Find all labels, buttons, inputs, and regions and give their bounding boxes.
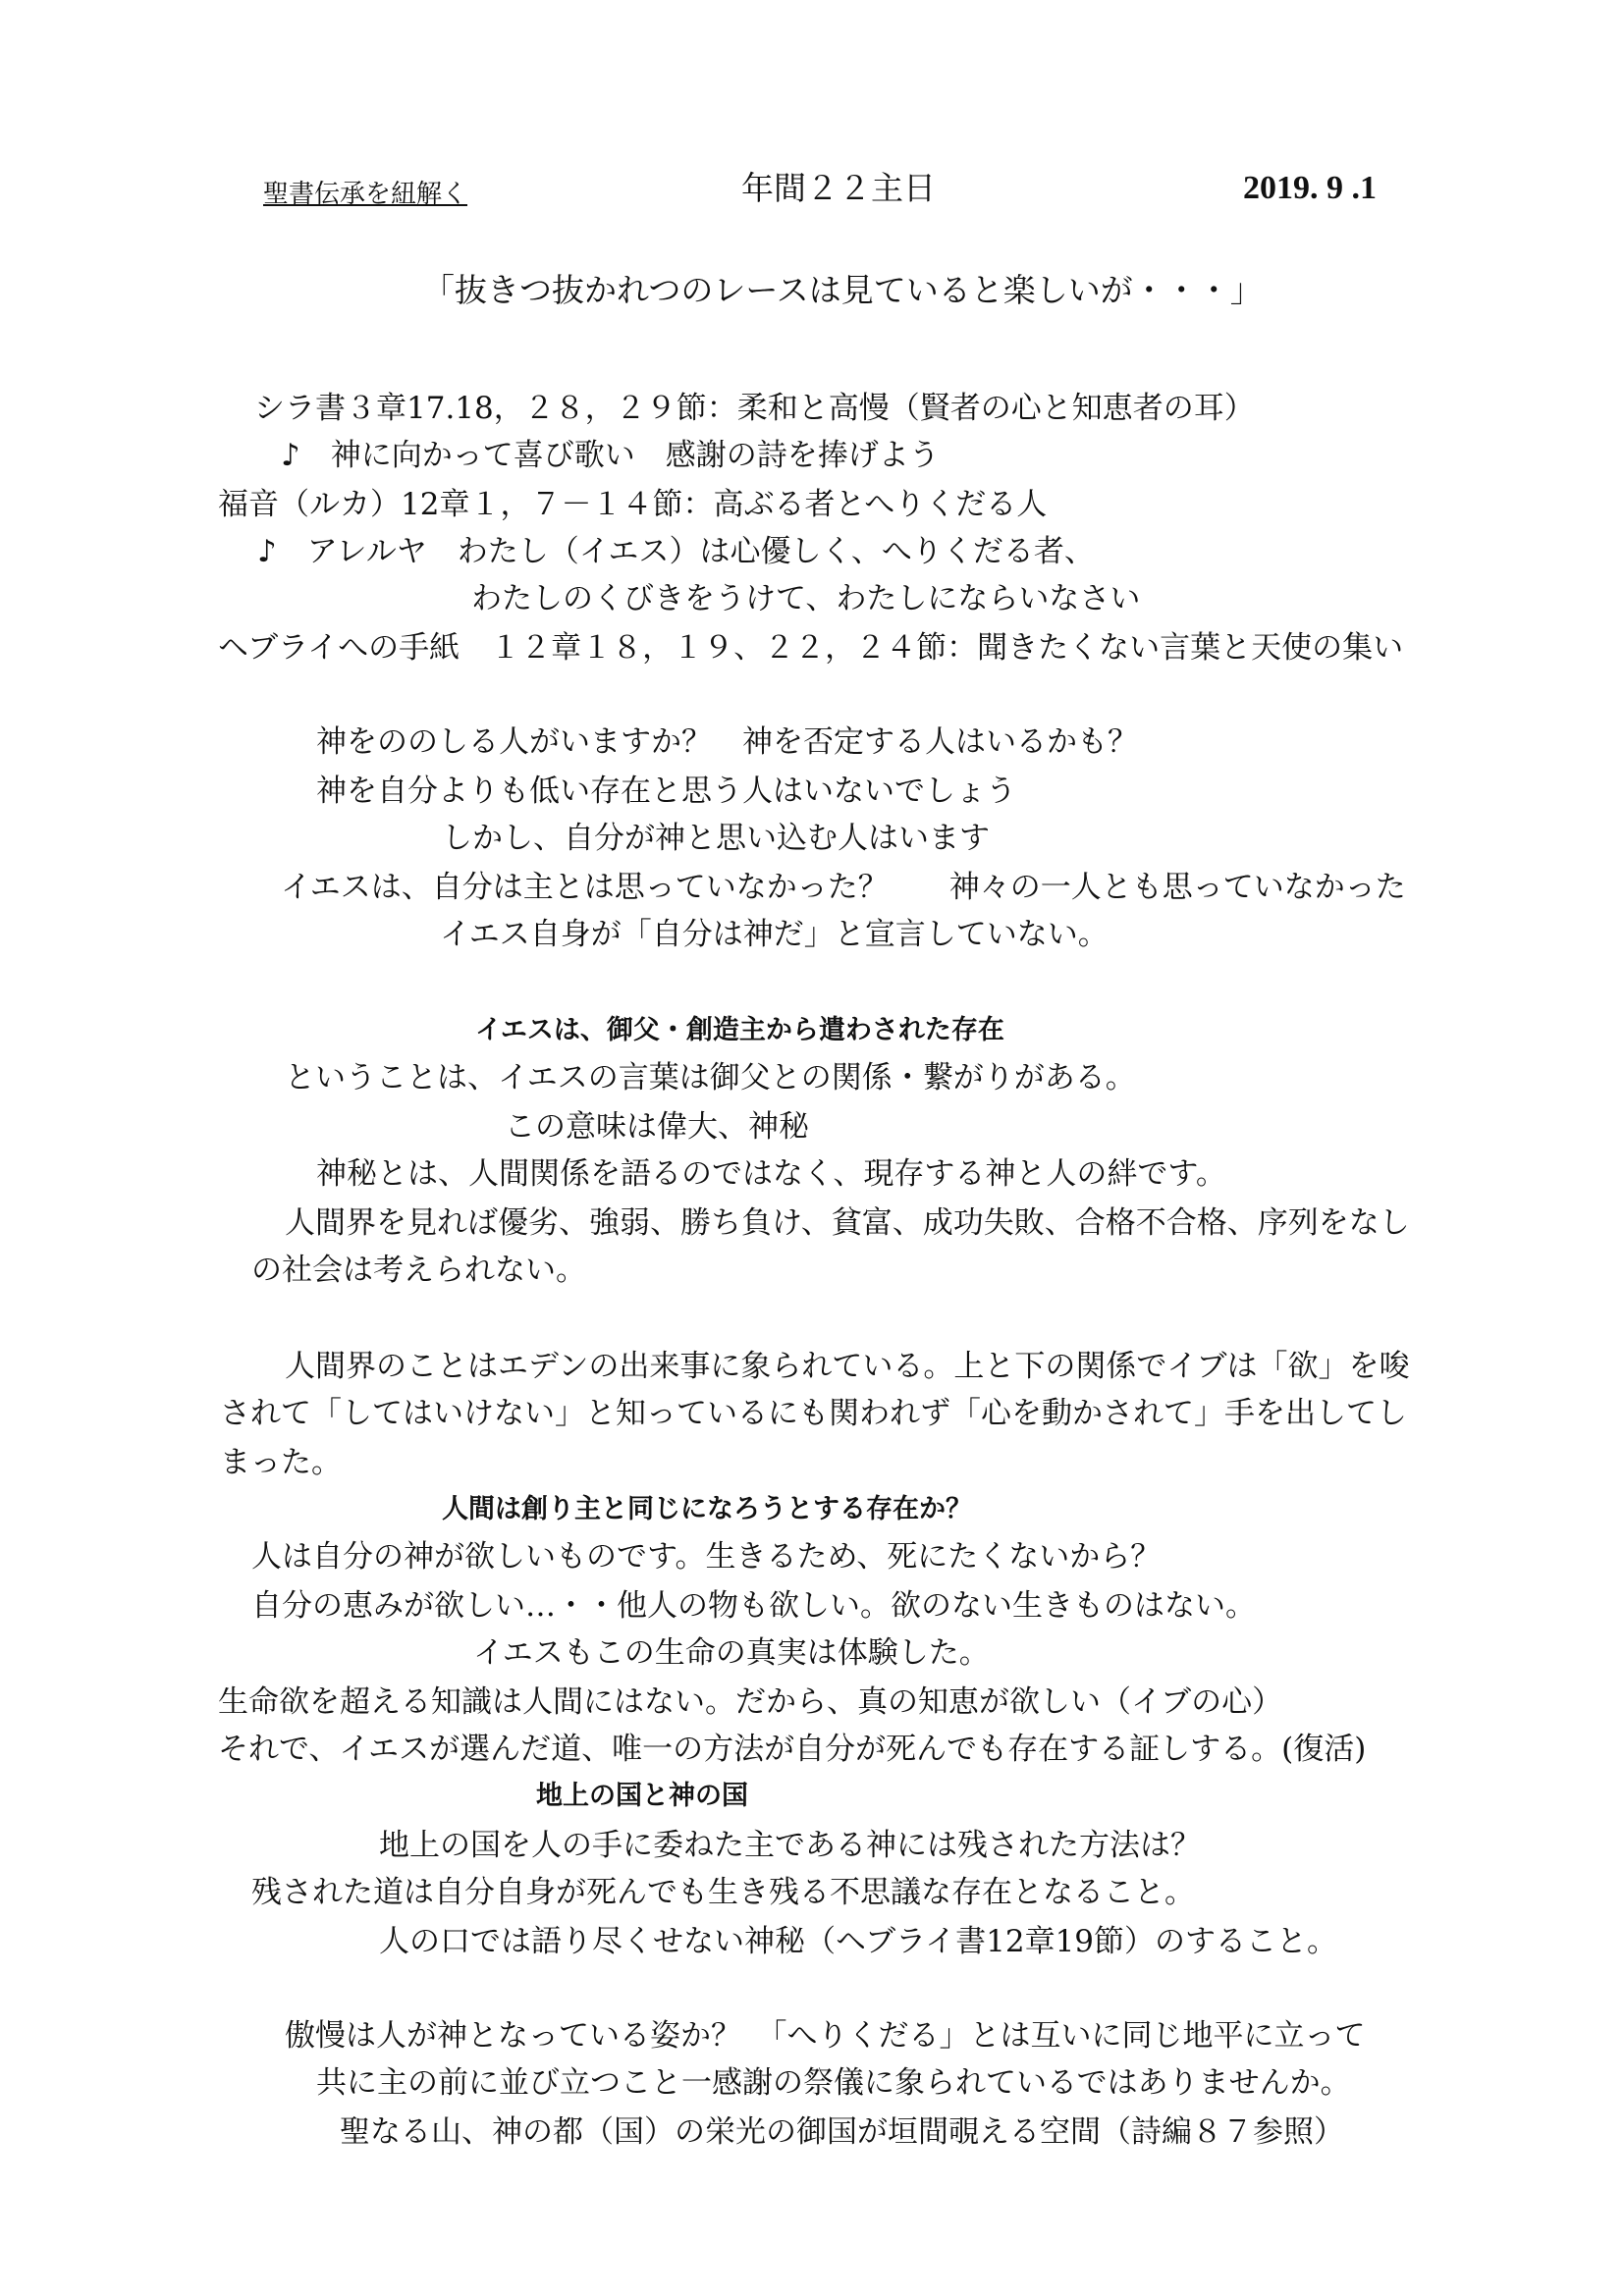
paragraph-line: この意味は偉大、神秘	[505, 1109, 809, 1145]
paragraph-line: されて「してはいけない」と知っているにも関われず「心を動かされて」手を出してし	[220, 1396, 1407, 1431]
main-title: 「抜きつ抜かれつのレースは見ていると楽しいが・・・」	[422, 271, 1263, 309]
paragraph-line: ということは、イエスの言葉は御父との関係・繋がりがある。	[285, 1060, 1136, 1095]
paragraph-line: イエス自身が「自分は神だ」と宣言していない。	[440, 917, 1109, 952]
paragraph-line: 残された道は自分自身が死んでも生き残る不思議な存在となること。	[251, 1875, 1195, 1910]
paragraph-line: 共に主の前に並び立つこと一感謝の祭儀に象られているではありませんか。	[316, 2065, 1351, 2101]
paragraph-line: 地上の国を人の手に委ねた主である神には残された方法は？	[379, 1828, 1201, 1863]
date-label: 2019. 9 .1	[1243, 170, 1377, 206]
paragraph-line: それで、イエスが選んだ道、唯一の方法が自分が死んでも存在する証しする。(復活)	[218, 1732, 1367, 1767]
paragraph-line: しかし、自分が神と思い込む人はいます	[442, 821, 990, 856]
paragraph-line: 神を自分よりも低い存在と思う人はいないでしょう	[316, 774, 1016, 809]
paragraph-line: 傲慢は人が神となっている姿か？ 「へりくだる」とは互いに同じ地平に立って	[285, 2018, 1366, 2054]
paragraph-line: 自分の恵みが欲しい…・・他人の物も欲しい。欲のない生きものはない。	[251, 1588, 1256, 1624]
page-title: 年間２２主日	[741, 169, 936, 207]
paragraph-line: の社会は考えられない。	[251, 1253, 586, 1288]
series-label: 聖書伝承を紐解く	[263, 180, 468, 209]
reading-psalm: ♪ 神に向かって喜び歌い 感謝の詩を捧げよう	[281, 438, 940, 473]
paragraph-line: 聖なる山、神の都（国）の栄光の御国が垣間覗える空間（詩編８７参照）	[340, 2114, 1344, 2150]
paragraph-line: 人間界を見れば優劣、強弱、勝ち負け、貧富、成功失敗、合格不合格、序列をなし	[285, 1205, 1410, 1241]
paragraph-line: イエスは、自分は主とは思っていなかった？ 神々の一人とも思っていなかった	[281, 870, 1406, 905]
section-heading: 地上の国と神の国	[536, 1781, 748, 1811]
paragraph-line: 生命欲を超える知識は人間にはない。だから、真の知恵が欲しい（イブの心）	[218, 1684, 1283, 1720]
section-heading: 人間は創り主と同じになろうとする存在か？	[442, 1494, 972, 1524]
reading-hebrews: ヘブライへの手紙 １２章１８，１９、２２，２４節：聞きたくない言葉と天使の集い	[218, 630, 1404, 666]
paragraph-line: まった。	[220, 1445, 342, 1480]
paragraph-line: 人間界のことはエデンの出来事に象られている。上と下の関係でイブは「欲」を唆	[285, 1349, 1410, 1384]
paragraph-line: 神秘とは、人間関係を語るのではなく、現存する神と人の絆です。	[316, 1156, 1226, 1192]
reading-gospel: 福音（ルカ）12章１，７－１４節：高ぶる者とへりくだる人	[218, 487, 1048, 522]
paragraph-line: 神をののしる人がいますか？ 神を否定する人はいるかも？	[316, 724, 1138, 760]
paragraph-line: 人の口では語り尽くせない神秘（ヘブライ書12章19節）のすること。	[379, 1924, 1338, 1959]
paragraph-line: 人は自分の神が欲しいものです。生きるため、死にたくないから？	[251, 1539, 1162, 1575]
paragraph-line: イエスもこの生命の真実は体験した。	[473, 1635, 990, 1671]
reading-sirach: シラ書３章17.18，２８，２９節：柔和と高慢（賢者の心と知恵者の耳）	[254, 391, 1255, 426]
reading-alleluia-cont: わたしのくびきをうけて、わたしにならいなさい	[471, 581, 1141, 616]
reading-alleluia: ♪ アレルヤ わたし（イエス）は心優しく、へりくだる者、	[257, 534, 1095, 569]
section-heading: イエスは、御父・創造主から遣わされた存在	[475, 1015, 1004, 1045]
